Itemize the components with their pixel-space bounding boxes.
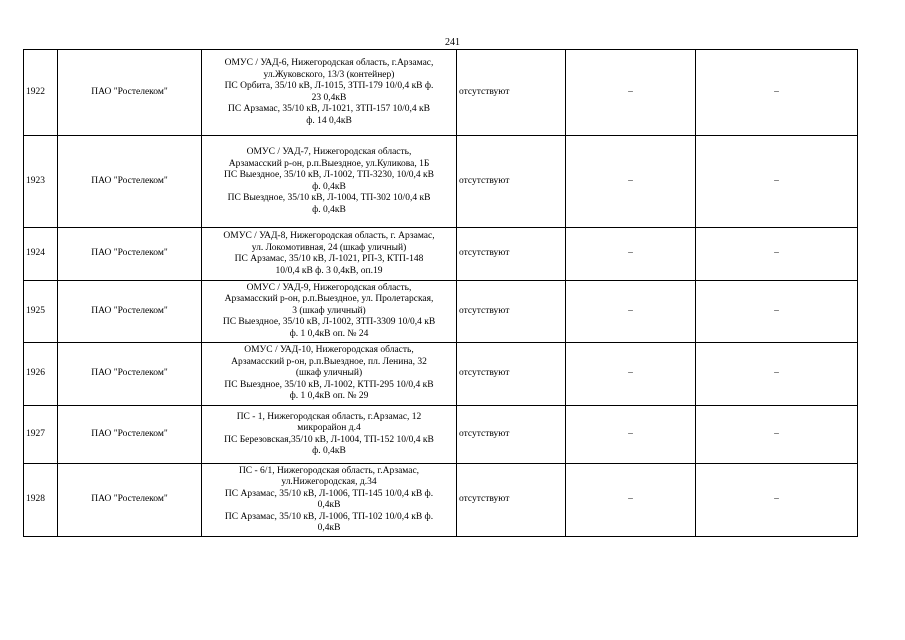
description-line: ПС Арзамас, 35/10 кВ, Л-1021, РП-3, КТП-148 [234,254,424,264]
description-line: ПС Арзамас, 35/10 кВ, Л-1021, ЗТП-157 10/0,4 кВ [227,104,431,114]
table-row [24,281,858,343]
status-note: отсутствуют [457,228,566,281]
record-number: 1925 [24,281,58,343]
object-description [202,228,457,281]
dash-cell: – [566,228,696,281]
table-row [24,136,858,228]
description-line: ф. 14 0,4кВ [306,115,352,126]
object-description [202,50,457,136]
dash-cell: – [696,281,858,343]
description-line: ПС - 6/1, Нижегородская область, г.Арзамас, [238,465,420,476]
dash-cell: – [566,343,696,406]
description-line: Арзамасский р-он, р.п.Выездное, пл. Ленина, 32 [231,356,427,367]
description-line: ПС Березовская,35/10 кВ, Л-1004, ТП-152 10/0,4 кВ [224,434,434,445]
dash-cell: – [696,343,858,406]
page-number: 241 [445,37,460,48]
owner-name: ПАО "Ростелеком" [58,406,202,464]
owner-name: ПАО "Ростелеком" [58,343,202,406]
dash-cell: – [696,464,858,537]
description-line: Арзамасский р-он, р.п.Выездное, ул. Пролетарская, [224,294,434,305]
description-line: ПС Выездное, 35/10 кВ, Л-1002, КТП-295 10/0,4 кВ [224,379,434,390]
owner-name: ПАО "Ростелеком" [58,281,202,343]
description-line: ОМУС / УАД-9, Нижегородская область, [246,282,412,293]
description-line: ПС Выездное, 35/10 кВ, Л-1004, ТП-302 10/0,4 кВ [227,193,431,203]
description-line: ПС Выездное, 35/10 кВ, Л-1002, ЗТП-3309 10/0,4 кВ [222,317,436,328]
description-line: 23 0,4кВ [311,92,347,103]
description-line: ул.Нижегородская, д.34 [281,477,377,487]
status-note: отсутствуют [457,406,566,464]
dash-cell: – [696,406,858,464]
description-line: ул.Жуковского, 13/3 (контейнер) [263,69,395,80]
description-line: ПС Арзамас, 35/10 кВ, Л-1006, ТП-102 10/0,4 кВ ф. [224,511,434,522]
status-note: отсутствуют [457,464,566,537]
record-number: 1923 [24,136,58,228]
description-line: 3 (шкаф уличный) [292,305,366,316]
description-line: ул. Локомотивная, 24 (шкаф уличный) [251,242,407,253]
owner-name: ПАО "Ростелеком" [58,464,202,537]
table-body [24,50,858,537]
dash-cell: – [566,281,696,343]
description-line: ПС - 1, Нижегородская область, г.Арзамас, 12 [236,411,422,422]
object-description [202,464,457,537]
owner-name: ПАО "Ростелеком" [58,228,202,281]
table-row [24,343,858,406]
description-line: Арзамасский р-он, р.п.Выездное, ул.Куликова, 1Б [228,158,430,169]
description-line: ф. 0,4кВ [312,446,346,456]
table-row [24,50,858,136]
description-line: ф. 1 0,4кВ оп. № 29 [289,391,369,402]
record-number: 1928 [24,464,58,537]
dash-cell: – [566,136,696,228]
record-number: 1922 [24,50,58,136]
dash-cell: – [566,464,696,537]
dash-cell: – [696,50,858,136]
owner-name: ПАО "Ростелеком" [58,136,202,228]
record-number: 1926 [24,343,58,406]
description-line: ОМУС / УАД-8, Нижегородская область, г. Арзамас, [223,231,435,241]
record-number: 1924 [24,228,58,281]
status-note: отсутствуют [457,343,566,406]
record-number: 1927 [24,406,58,464]
description-line: ф. 0,4кВ [312,204,346,215]
description-line: 0,4кВ [317,500,341,510]
description-line: 0,4кВ [317,523,341,533]
object-description [202,136,457,228]
description-line: ПС Арзамас, 35/10 кВ, Л-1006, ТП-145 10/0,4 кВ ф. [224,488,434,499]
object-description [202,406,457,464]
description-line: ф. 1 0,4кВ оп. № 24 [289,328,369,339]
dash-cell: – [566,50,696,136]
object-description [202,343,457,406]
description-line: ПС Выездное, 35/10 кВ, Л-1002, ТП-3230, 10/0,4 кВ [224,170,434,180]
description-line: (шкаф уличный) [295,368,363,379]
description-line: микрорайон д.4 [297,423,361,433]
status-note: отсутствуют [457,50,566,136]
description-line: ОМУС / УАД-6, Нижегородская область, г.Арзамас, [224,58,434,68]
description-line: ф. 0,4кВ [312,181,346,192]
owner-name: ПАО "Ростелеком" [58,50,202,136]
status-note: отсутствуют [457,281,566,343]
object-description [202,281,457,343]
description-line: 10/0,4 кВ ф. 3 0,4кВ, оп.19 [275,265,383,276]
description-line: ОМУС / УАД-10, Нижегородская область, [244,345,414,356]
table-row [24,406,858,464]
table-row [24,464,858,537]
description-line: ПС Орбита, 35/10 кВ, Л-1015, ЗТП-179 10/0,4 кВ ф. [224,81,434,91]
records-table [23,49,858,537]
table-row [24,228,858,281]
dash-cell: – [566,406,696,464]
description-line: ОМУС / УАД-7, Нижегородская область, [246,147,412,157]
status-note: отсутствуют [457,136,566,228]
dash-cell: – [696,136,858,228]
dash-cell: – [696,228,858,281]
